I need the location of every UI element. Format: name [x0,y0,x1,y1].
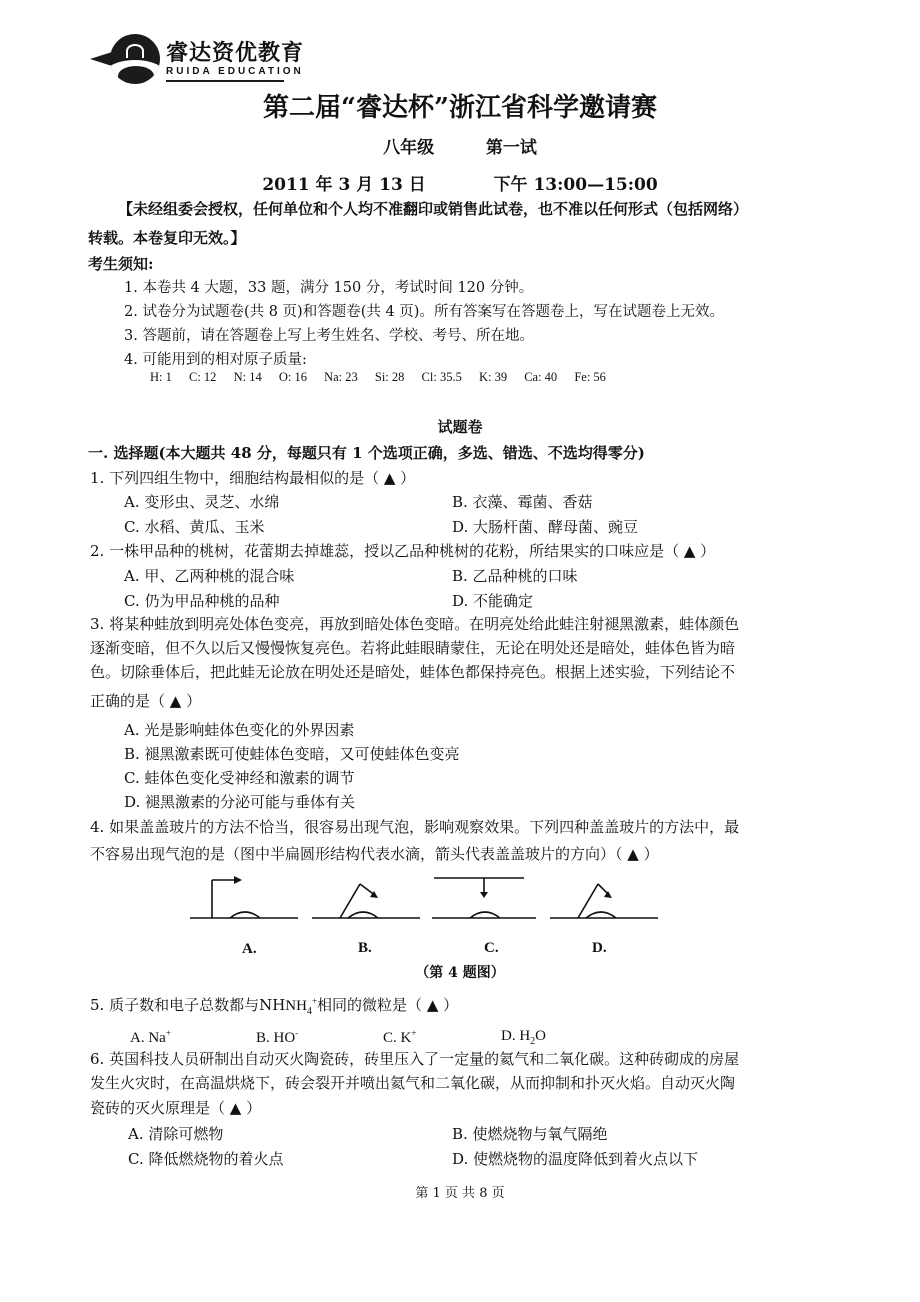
atomic-mass: Cl: 35.5 [421,370,462,384]
copyright-notice-line1: 【未经组委会授权，任何单位和个人均不准翻印或销售此试卷，也不准以任何形式（包括网络） [118,200,749,218]
atomic-mass: Na: 23 [324,370,358,384]
question-2-option-d: D. 不能确定 [452,592,534,610]
atomic-mass: C: 12 [189,370,217,384]
question-2-stem: 2. 一株甲品种的桃树，花蕾期去掉雄蕊，授以乙品种桃树的花粉，所结果实的口味应是（ ▲ ） [90,542,716,560]
figure-caption: （第 4 题图） [415,965,505,981]
atomic-mass: O: 16 [278,370,307,384]
instructions-heading: 考生须知: [88,255,154,273]
question-5-stem: 5. 质子数和电子总数都与$NHNH_4^+$相同的微粒是（ ▲ ） [90,996,459,1017]
question-2-option-c: C. 仍为甲品种桃的品种 [124,592,280,610]
atomic-mass: Fe: 56 [574,370,606,384]
logo-name-cn: 睿达资优教育 [166,40,305,66]
question-5-option-a: A. Na+ [130,1028,171,1046]
question-4-line: 4. 如果盖盖玻片的方法不恰当，很容易出现气泡，影响观察效果。下列四种盖盖玻片的方法中，最 [90,818,740,836]
question-1-option-a: A. 变形虫、灵芝、水绵 [124,493,280,511]
question-1-stem: 1. 下列四组生物中，细胞结构最相似的是（ ▲ ） [90,469,416,487]
question-3-option-c: C. 蛙体色变化受神经和激素的调节 [124,769,355,787]
question-1-option-c: C. 水稻、黄瓜、玉米 [124,518,265,536]
copyright-notice-line2: 转载。本卷复印无效。】 [88,229,246,247]
question-6-line: 发生火灾时，在高温烘烧下，砖会裂开并喷出氦气和二氧化碳，从而抑制和扑灭火焰。自动灭火陶 [90,1074,736,1092]
question-3-line: 逐渐变暗，但不久以后又慢慢恢复亮色。若将此蛙眼睛蒙住，无论在明处还是暗处，蛙体色皆为暗 [90,639,736,657]
question-2-option-b: B. 乙品种桃的口味 [452,567,578,585]
question-6-option-d: D. 使燃烧物的温度降低到着火点以下 [452,1150,699,1168]
page-number: 第 1 页 共 8 页 [415,1186,505,1201]
exam-title: 第二届“睿达杯”浙江省科学邀请赛 [263,93,657,123]
round-label: 第一试 [485,138,537,158]
question-5-option-b: B. HO- [256,1028,299,1046]
question-6-line: 6. 英国科技人员研制出自动灭火陶瓷砖，砖里压入了一定量的氦气和二氧化碳。这种砖砌成的房屋 [90,1050,740,1068]
exam-subtitle [0,133,920,158]
question-6-line: 瓷砖的灭火原理是（ ▲ ） [90,1099,262,1117]
figure-label-a: A. [242,941,257,957]
ruida-logo [90,30,305,90]
question-6-option-c: C. 降低燃烧物的着火点 [128,1150,284,1168]
logo-name-en: RUIDA EDUCATION [166,66,304,77]
atomic-mass: Ca: 40 [524,370,558,384]
section-title: 试题卷 [437,418,483,436]
question-1-option-b: B. 衣藻、霉菌、香菇 [452,493,593,511]
question-1-option-d: D. 大肠杆菌、酵母菌、豌豆 [452,518,639,536]
question-3-line: 色。切除垂体后，把此蛙无论放在明处还是暗处，蛙体色都保持亮色。根据上述实验，下列结论不 [90,663,736,681]
question-3-line: 3. 将某种蛙放到明亮处体色变亮，再放到暗处体色变暗。在明亮处给此蛙注射褪黑激素，蛙体颜色 [90,615,740,633]
part1-heading: 一. 选择题(本大题共 48 分，每题只有 1 个选项正确，多选、错选、不选均得零分) [88,444,645,462]
question-5-option-d: D. $H_2O$ [501,1028,547,1047]
instruction-item: 4. 可能用到的相对原子质量: [124,352,307,368]
question-5-option-c: C. K+ [383,1028,417,1046]
instruction-item: 1. 本卷共 4 大题，33 题，满分 150 分，考试时间 120 分钟。 [124,280,534,296]
atomic-mass: K: 39 [478,370,508,384]
exam-time: 下午 13:00—15:00 [493,175,658,195]
figure-label-b: B. [358,940,372,956]
question-4-line: 不容易出现气泡的是（图中半扁圆形结构代表水滴，箭头代表盖盖玻片的方向）（ ▲ ） [90,845,659,863]
logo-emblem-icon [110,34,160,84]
instruction-item: 2. 试卷分为试题卷(共 8 页)和答题卷(共 4 页)。所有答案写在答题卷上，写在试题卷上无效。 [124,304,724,320]
atomic-mass: N: 14 [233,370,262,384]
figure-label-c: C. [484,940,499,956]
exam-date: 2011 年 3 月 13 日 [262,175,426,195]
question-3-option-a: A. 光是影响蛙体色变化的外界因素 [124,721,355,739]
coverslip-diagram [190,868,670,928]
atomic-mass: Si: 28 [374,370,405,384]
question-3-option-b: B. 褪黑激素既可使蛙体色变暗，又可使蛙体色变亮 [124,745,460,763]
atomic-masses [150,370,620,385]
logo-rule [166,80,284,82]
question-6-option-a: A. 清除可燃物 [128,1125,224,1143]
atomic-mass: H: 1 [150,370,172,384]
question-2-option-a: A. 甲、乙两种桃的混合味 [124,567,295,585]
question-3-line: 正确的是（ ▲ ） [90,692,202,710]
question-3-option-d: D. 褪黑激素的分泌可能与垂体有关 [124,793,356,811]
exam-datetime [0,170,920,195]
question-6-option-b: B. 使燃烧物与氧气隔绝 [452,1125,608,1143]
figure-label-d: D. [592,940,607,956]
instruction-item: 3. 答题前，请在答题卷上写上考生姓名、学校、考号、所在地。 [124,328,534,344]
logo-wing-icon [90,52,112,66]
question-4-figure [190,868,670,928]
grade-label: 八年级 [383,138,435,158]
